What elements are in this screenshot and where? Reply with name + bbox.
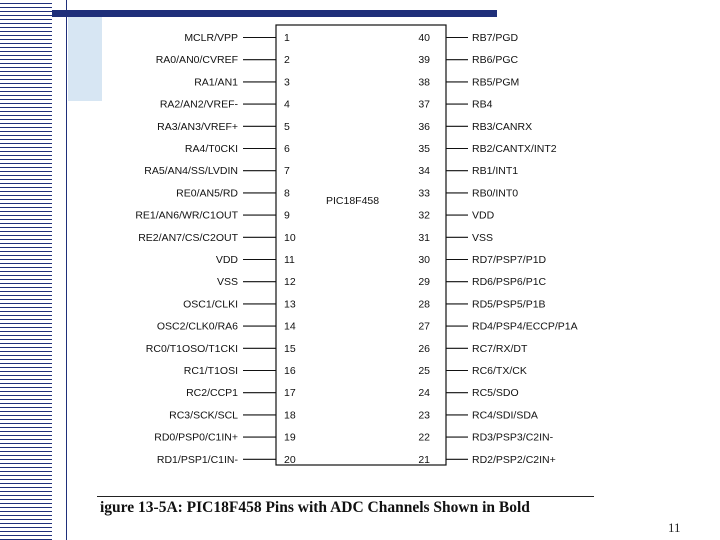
pin-label: RD5/PSP5/P1B <box>472 298 546 311</box>
pin-number: 34 <box>418 165 430 178</box>
pin-label: VSS <box>472 231 494 244</box>
pin-number: 31 <box>418 231 430 244</box>
pin-number: 8 <box>284 187 290 200</box>
figure-caption: igure 13-5A: PIC18F458 Pins with ADC Channels Shown in Bold <box>100 499 530 516</box>
pin-number: 26 <box>418 342 430 355</box>
caption-rule <box>97 496 594 497</box>
pin-label: RB2/CANTX/INT2 <box>472 143 557 155</box>
pin-number: 7 <box>284 165 290 178</box>
pin-label: OSC2/CLK0/RA6 <box>156 320 238 333</box>
pin-label: RB1/INT1 <box>472 165 519 178</box>
pin-number: 5 <box>284 120 290 133</box>
pin-number: 16 <box>284 365 296 377</box>
pin-label: OSC1/CLKI <box>183 298 238 311</box>
pin-number: 9 <box>284 209 290 222</box>
pin-number: 1 <box>284 32 290 44</box>
pin-label: RC2/CCP1 <box>186 387 238 400</box>
slide-number: 11 <box>668 520 681 535</box>
pin-label: RB5/PGM <box>472 76 520 89</box>
pin-number: 33 <box>418 187 430 200</box>
pin-label: RD3/PSP3/C2IN- <box>472 431 554 444</box>
pin-number: 38 <box>418 76 430 89</box>
pin-label: RC7/RX/DT <box>472 342 528 355</box>
pin-number: 35 <box>418 143 430 155</box>
pin-label: RC6/TX/CK <box>472 365 527 377</box>
pin-label: VSS <box>216 276 238 289</box>
pin-label: RA1/AN1 <box>194 76 238 89</box>
pin-number: 11 <box>284 254 295 266</box>
pin-label: RB6/PGC <box>472 54 519 67</box>
pin-number: 4 <box>284 98 290 111</box>
left-pin-group <box>135 32 296 466</box>
pin-label: RD6/PSP6/P1C <box>472 276 547 289</box>
pin-label: RC4/SDI/SDA <box>472 409 538 422</box>
pin-number: 18 <box>284 409 296 422</box>
pin-number: 14 <box>284 320 296 333</box>
pin-number: 19 <box>284 431 296 444</box>
pin-label: MCLR/VPP <box>184 32 238 44</box>
pin-label: RE0/AN5/RD <box>176 187 238 200</box>
pin-number: 6 <box>284 143 290 155</box>
pin-number: 37 <box>418 98 430 111</box>
pin-number: 13 <box>284 298 296 311</box>
pin-number: 17 <box>284 387 296 400</box>
pin-label: RA5/AN4/SS/LVDIN <box>144 165 238 178</box>
pin-number: 28 <box>418 298 430 311</box>
pin-number: 12 <box>284 276 296 289</box>
pin-label: RC5/SDO <box>472 387 519 400</box>
pin-label: RE2/AN7/CS/C2OUT <box>138 231 238 244</box>
pin-number: 32 <box>418 209 430 222</box>
pin-label: RD7/PSP7/P1D <box>472 254 547 266</box>
pin-label: RB3/CANRX <box>472 120 533 133</box>
pin-label: RB0/INT0 <box>472 187 519 200</box>
pin-label: RD1/PSP1/C1IN- <box>156 453 238 466</box>
pin-label: VDD <box>472 209 495 222</box>
pin-number: 25 <box>418 365 430 377</box>
pin-number: 23 <box>418 409 430 422</box>
pin-label: RA4/T0CKI <box>184 143 238 155</box>
pin-number: 36 <box>418 120 430 133</box>
pin-number: 22 <box>418 431 430 444</box>
pin-label: VDD <box>215 254 238 266</box>
pin-label: RB4 <box>472 98 493 111</box>
pin-label: RA3/AN3/VREF+ <box>157 120 238 133</box>
chip-name: PIC18F458 <box>326 195 380 207</box>
pin-number: 29 <box>418 276 430 289</box>
pin-number: 2 <box>284 54 290 67</box>
pin-label: RD2/PSP2/C2IN+ <box>472 453 556 466</box>
pin-label: RC0/T1OSO/T1CKI <box>145 342 238 355</box>
pin-number: 10 <box>284 231 296 244</box>
pin-number: 40 <box>418 32 430 44</box>
pin-label: RA0/AN0/CVREF <box>155 54 238 67</box>
pin-number: 15 <box>284 342 296 355</box>
pin-label: RD0/PSP0/C1IN+ <box>154 431 238 444</box>
pin-label: RB7/PGD <box>472 32 519 44</box>
pin-number: 21 <box>418 453 430 466</box>
pin-label: RA2/AN2/VREF- <box>159 98 238 111</box>
pin-number: 30 <box>418 254 430 266</box>
pin-number: 24 <box>418 387 430 400</box>
right-pin-group <box>418 32 577 466</box>
pin-label: RC3/SCK/SCL <box>169 409 238 422</box>
pin-number: 39 <box>418 54 430 67</box>
pin-number: 3 <box>284 76 290 89</box>
pin-label: RC1/T1OSI <box>183 365 238 377</box>
pin-number: 27 <box>418 320 430 333</box>
pin-number: 20 <box>284 453 296 466</box>
pin-label: RD4/PSP4/ECCP/P1A <box>472 320 578 333</box>
pin-label: RE1/AN6/WR/C1OUT <box>135 209 238 222</box>
